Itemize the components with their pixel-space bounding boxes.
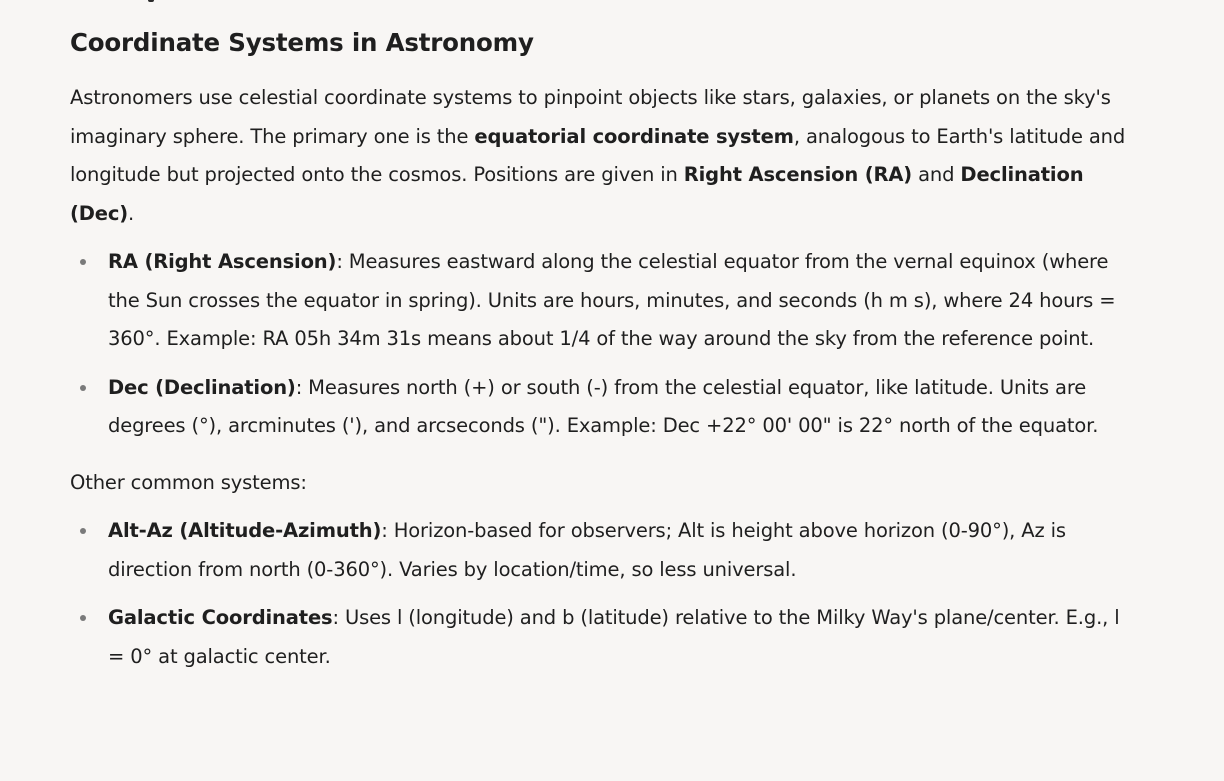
list-item-term: Alt-Az (Altitude-Azimuth) xyxy=(108,519,382,542)
intro-paragraph xyxy=(70,79,1130,233)
primary-coordinates-list xyxy=(70,243,1130,446)
text-fragment-mark xyxy=(148,0,154,2)
previous-content-fragment xyxy=(0,0,1224,6)
bullet-icon xyxy=(80,385,86,391)
message-content xyxy=(70,26,1130,676)
intro-text-3: and xyxy=(912,163,961,186)
intro-text-2: , analogous to Earth's latitude and longitude but projected onto the cosmos. Positions are given in xyxy=(70,124,1126,186)
intro-text-4: . xyxy=(128,201,135,225)
list-item-desc: : Measures north (+) or south (-) from the celestial equator, like latitude. Units are degrees (°), arcminutes ('), and arcseconds ("). Example: Dec +22° 00' 00" is 22° north of the equator. xyxy=(108,375,1099,437)
list-item-desc: : Uses l (longitude) and b (latitude) relative to the Milky Way's plane/center. E.g., l = 0° at galactic center. xyxy=(108,606,1120,668)
list-item-term: Galactic Coordinates xyxy=(108,606,333,629)
other-coordinates-list xyxy=(70,512,1130,676)
list-item-ra xyxy=(70,243,1130,359)
list-item-alt-az xyxy=(70,512,1130,589)
intro-bold-1: equatorial coordinate system xyxy=(474,124,794,148)
list-item-term: Dec (Declination) xyxy=(108,375,296,399)
other-systems-label: Other common systems: xyxy=(70,470,307,494)
section-heading: Coordinate Systems in Astronomy xyxy=(70,28,534,57)
list-item-dec xyxy=(70,369,1130,446)
intro-bold-2: Right Ascension (RA) xyxy=(683,163,913,186)
list-item-desc: : Measures eastward along the celestial equator from the vernal equinox (where the Sun crosses the equator in spring). Units are hours, minutes, and seconds (h m s), where 24 hours = 360°. Example: RA 05h 34m 31s means about 1/4 of the way around the sky from the reference point. xyxy=(108,250,1116,350)
list-item-desc: : Horizon-based for observers; Alt is height above horizon (0-90°), Az is direction from north (0-360°). Varies by location/time, so less universal. xyxy=(108,519,1066,581)
list-item-term: RA (Right Ascension) xyxy=(108,250,337,273)
list-item-galactic xyxy=(70,599,1130,676)
bullet-icon xyxy=(80,259,86,265)
bullet-icon xyxy=(80,615,86,621)
intro-text-1: Astronomers use celestial coordinate systems to pinpoint objects like stars, galaxies, or planets on the sky's imaginary sphere. The primary one is the xyxy=(70,86,1111,148)
bullet-icon xyxy=(80,528,86,534)
intro-bold-3: Declination (Dec) xyxy=(70,163,1084,225)
